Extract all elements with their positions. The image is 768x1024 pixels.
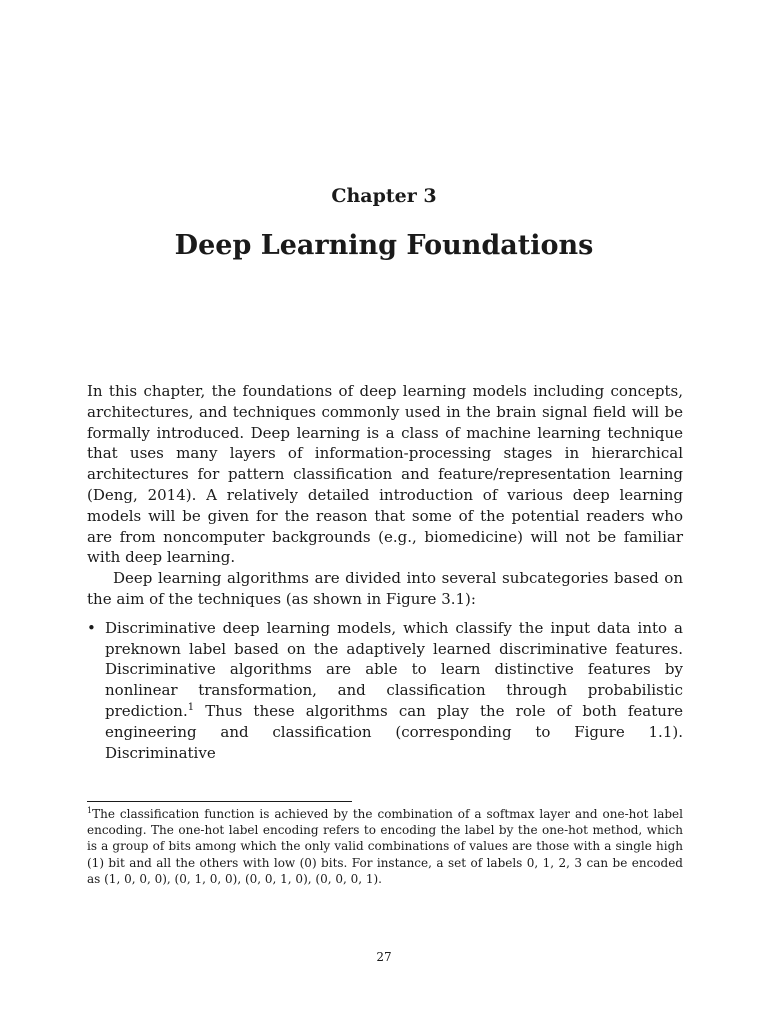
- bullet-marker: •: [87, 618, 96, 637]
- paragraph: In this chapter, the foundations of deep learning models including concepts, architectures, and techniques commonly used in the brain signal field will be formally introduced. Deep learning is a class of machine learning technique that uses many layers of information-processing stages in hierarchical architectures for pattern classification and feature/representation learning (Deng, 2014). A relatively detailed introduction of various deep learning models will be given for the reason that some of the potential readers who are from noncomputer backgrounds (e.g., biomedicine) will not be familiar with deep learning.: [87, 382, 683, 567]
- footnote: [87, 806, 683, 887]
- footnote-mark: 1: [87, 806, 93, 815]
- chapter-title: Deep Learning Foundations: [174, 230, 594, 261]
- footnote-rule: [87, 801, 352, 802]
- body-text: [87, 381, 683, 763]
- footnote-reference: 1: [187, 701, 195, 713]
- page-number: 27: [376, 950, 392, 964]
- bullet-item: [87, 618, 683, 764]
- bullet-text: Discriminative deep learning models, which classify the input data into a preknown label based on the adaptively learned discriminative features. Discriminative algorithms are able to learn distinctive features by nonlinear transformation, and classification through probabilistic prediction.: [105, 618, 683, 720]
- paragraph: Deep learning algorithms are divided into several subcategories based on the aim of the techniques (as shown in Figure 3.1):: [87, 569, 683, 608]
- footnote-text: The classification function is achieved by the combination of a softmax layer and one-hot label encoding. The one-hot label encoding refers to encoding the label by the one-hot method, which is a group of bits among which the only valid combinations of values are those with a single high (1) bit and all the others with low (0) bits. For instance, a set of labels 0, 1, 2, 3 can be encoded as (1, 0, 0, 0), (0, 1, 0, 0), (0, 0, 1, 0), (0, 0, 0, 1).: [87, 807, 683, 886]
- bullet-list: [87, 618, 683, 764]
- bullet-text-continued: Thus these algorithms can play the role of both feature engineering and classification (corresponding to Figure 1.1). Discriminative: [105, 701, 683, 762]
- chapter-label: Chapter 3: [331, 185, 437, 207]
